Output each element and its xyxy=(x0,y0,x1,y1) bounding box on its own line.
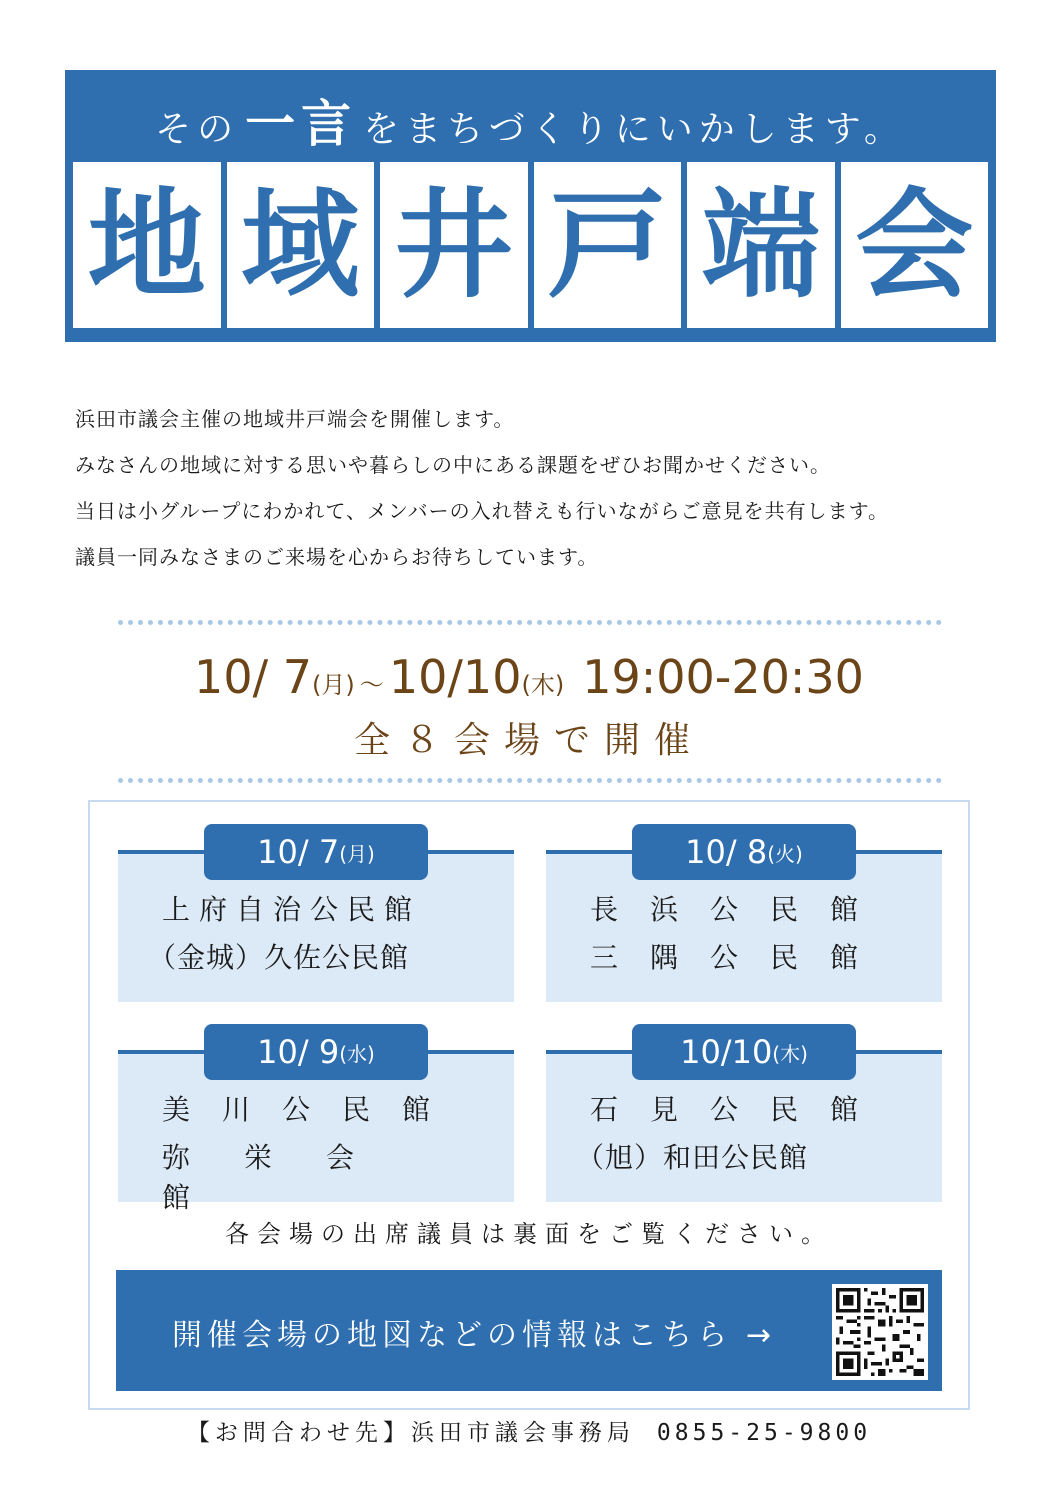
session-date: 10/10 xyxy=(680,1033,773,1071)
schedule-summary xyxy=(0,650,1058,704)
session-weekday: (月) xyxy=(339,841,375,866)
qr-code[interactable] xyxy=(832,1284,928,1380)
venue-name: 上府自治公民館 xyxy=(162,893,422,926)
intro-line: みなさんの地域に対する思いや暮らしの中にある課題をぜひお聞かせください。 xyxy=(75,453,831,477)
title-char: 会 xyxy=(841,162,989,328)
intro-line: 議員一同みなさまのご来場を心からお待ちしています。 xyxy=(75,545,599,569)
contact-label: 【お問合わせ先】浜田市議会事務局 xyxy=(186,1420,635,1446)
notice-text: 各会場の出席議員は裏面をご覧ください。 xyxy=(225,1220,833,1248)
header-banner xyxy=(65,70,996,342)
intro-line: 浜田市議会主催の地域井戸端会を開催します。 xyxy=(75,407,515,431)
venue-name: （旭）和田公民館 xyxy=(576,1141,809,1174)
venue-name: 弥栄会館 xyxy=(162,1141,409,1214)
session-date-badge xyxy=(204,1024,428,1080)
title-char: 井 xyxy=(380,162,528,328)
session-date-badge xyxy=(632,1024,856,1080)
tagline-prefix: その xyxy=(155,109,240,150)
contact-phone: 0855-25-9800 xyxy=(656,1420,872,1446)
map-info-link[interactable] xyxy=(116,1270,942,1391)
session-card xyxy=(118,1033,514,1214)
start-date: 10/ 7 xyxy=(194,650,312,704)
title-char: 地 xyxy=(73,162,221,328)
arrow-right-icon: → xyxy=(746,1318,777,1353)
venue-name: 美川公民館 xyxy=(162,1093,463,1126)
title-char: 域 xyxy=(227,162,375,328)
session-card xyxy=(118,833,514,1002)
venue-name: 長浜公民館 xyxy=(590,893,891,926)
divider xyxy=(118,778,942,783)
intro-line: 当日は小グループにわかれて、メンバーの入れ替えも行いながらご意見を共有します。 xyxy=(75,499,889,523)
contact-info xyxy=(0,1414,1058,1447)
tagline-suffix: をまちづくりにいかします。 xyxy=(363,109,906,150)
end-date: 10/10 xyxy=(388,650,522,704)
session-weekday: (水) xyxy=(339,1041,375,1066)
session-weekday: (火) xyxy=(767,841,803,866)
session-date-badge xyxy=(204,824,428,880)
intro-text xyxy=(75,396,1015,580)
page-title xyxy=(73,162,988,328)
session-date: 10/ 8 xyxy=(685,833,768,871)
start-weekday: (月) xyxy=(311,671,355,699)
venue-name: （金城）久佐公民館 xyxy=(148,941,410,974)
session-date: 10/ 7 xyxy=(257,833,340,871)
divider xyxy=(118,620,942,625)
map-info-label: 開催会場の地図などの情報はこちら → xyxy=(172,1318,777,1353)
venue-name: 石見公民館 xyxy=(590,1093,891,1126)
time-range: 19:00-20:30 xyxy=(582,650,864,704)
range-tilde: ～ xyxy=(359,671,384,699)
venue-name: 三隅公民館 xyxy=(590,941,891,974)
session-date-badge xyxy=(632,824,856,880)
session-card xyxy=(546,1033,942,1202)
tagline-emphasis: 一言 xyxy=(245,94,358,153)
end-weekday: (木) xyxy=(521,671,565,699)
session-card xyxy=(546,833,942,1002)
tagline xyxy=(65,84,996,156)
title-char: 端 xyxy=(687,162,835,328)
venue-count: 全８会場で開催 xyxy=(353,720,704,761)
session-date: 10/ 9 xyxy=(257,1033,340,1071)
session-weekday: (木) xyxy=(772,1041,808,1066)
title-char: 戸 xyxy=(534,162,682,328)
